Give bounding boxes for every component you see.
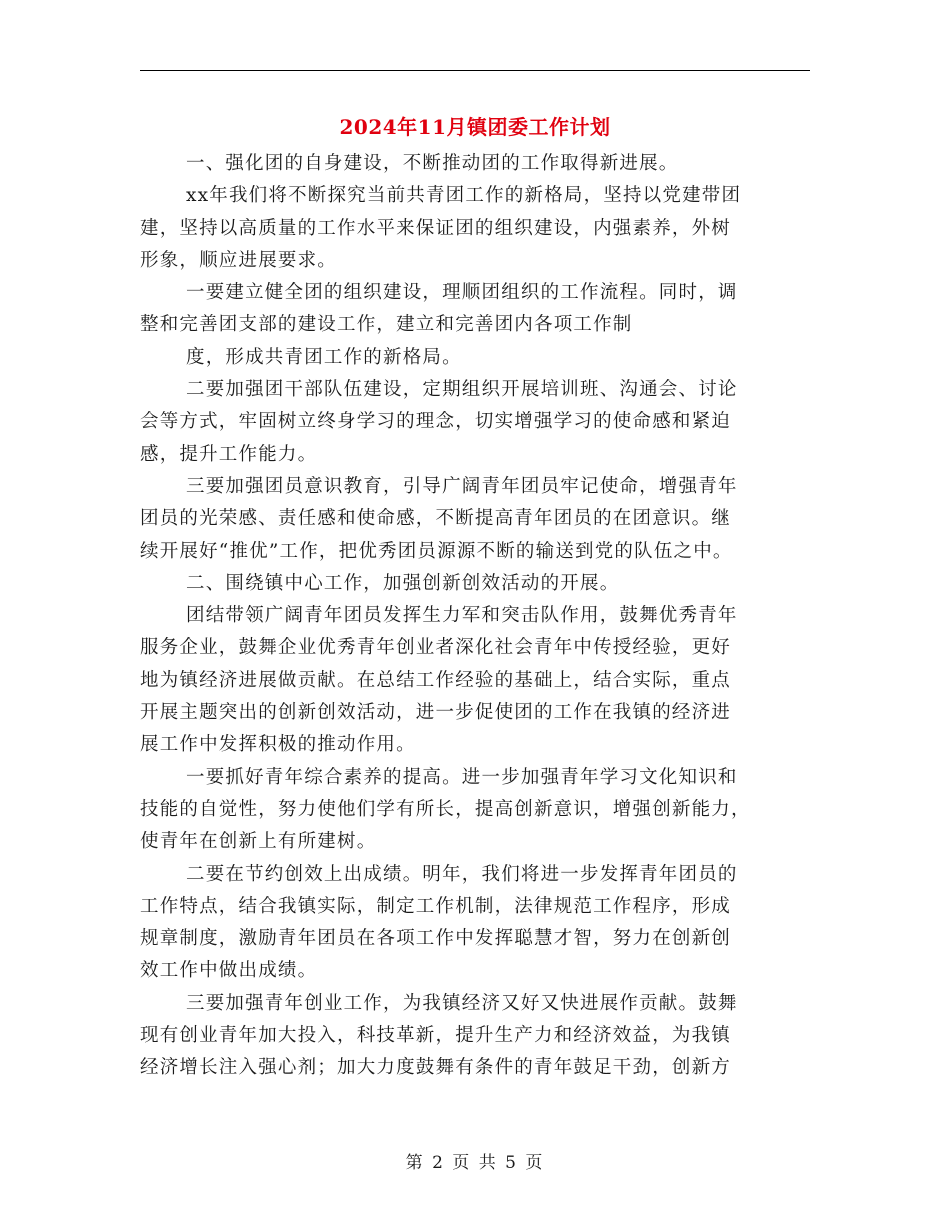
body-text-line: 现有创业青年加大投入，科技革新，提升生产力和经济效益，为我镇 <box>140 1025 732 1047</box>
body-text-line: 会等方式，牢固树立终身学习的理念，切实增强学习的使命感和紧迫 <box>140 411 732 433</box>
body-text-line: 团结带领广阔青年团员发挥生力军和突击队作用，鼓舞优秀青年 <box>186 605 738 627</box>
document-title: 2024年11月镇团委工作计划 <box>339 115 611 139</box>
body-text-line: 感，提升工作能力。 <box>140 443 318 465</box>
body-text-line: 三要加强团员意识教育，引导广阔青年团员牢记使命，增强青年 <box>186 475 738 497</box>
body-text-line: 展工作中发挥积极的推动作用。 <box>140 734 416 756</box>
body-text-line: 三要加强青年创业工作，为我镇经济又好又快进展作贡献。鼓舞 <box>186 992 738 1014</box>
body-text-line: 整和完善团支部的建设工作，建立和完善团内各项工作制 <box>140 314 633 336</box>
body-text-line: 续开展好“推优”工作，把优秀团员源源不断的输送到党的队伍之中。 <box>140 540 733 562</box>
body-text-line: 一要建立健全团的组织建设，理顺团组织的工作流程。同时，调 <box>186 282 738 304</box>
body-text-line: 技能的自觉性，努力使他们学有所长，提高创新意识，增强创新能力， <box>140 798 751 820</box>
body-text-line: 一要抓好青年综合素养的提高。进一步加强青年学习文化知识和 <box>186 766 738 788</box>
body-text-line: 二、围绕镇中心工作，加强创新创效活动的开展。 <box>186 572 620 594</box>
body-text-line: 效工作中做出成绩。 <box>140 960 318 982</box>
body-text-line: 二要加强团干部队伍建设，定期组织开展培训班、沟通会、讨论 <box>186 379 738 401</box>
body-text-line: 使青年在创新上有所建树。 <box>140 831 377 853</box>
header-rule <box>140 70 810 71</box>
body-text-line: 团员的光荣感、责任感和使命感，不断提高青年团员的在团意识。继 <box>140 508 732 530</box>
body-text-line: 度，形成共青团工作的新格局。 <box>186 346 462 368</box>
body-text-line: 工作特点，结合我镇实际，制定工作机制，法律规范工作程序，形成 <box>140 895 732 917</box>
document-body <box>140 148 812 1085</box>
body-text-line: 形象，顺应进展要求。 <box>140 249 338 271</box>
body-text-line: 规章制度，激励青年团员在各项工作中发挥聪慧才智，努力在创新创 <box>140 928 732 950</box>
body-text-line: 地为镇经济进展做贡献。在总结工作经验的基础上，结合实际，重点 <box>140 669 732 691</box>
body-text-line: 开展主题突出的创新创效活动，进一步促使团的工作在我镇的经济进 <box>140 702 732 724</box>
page-number: 第 2 页 共 5 页 <box>405 1153 545 1173</box>
body-text-line: 建，坚持以高质量的工作水平来保证团的组织建设，内强素养，外树 <box>140 217 732 239</box>
body-text-line: 一、强化团的自身建设，不断推动团的工作取得新进展。 <box>186 153 679 174</box>
body-text-line: 服务企业，鼓舞企业优秀青年创业者深化社会青年中传授经验，更好 <box>140 637 732 659</box>
body-text-line: xx年我们将不断探究当前共青团工作的新格局，坚持以党建带团 <box>186 185 742 207</box>
body-text-line: 经济增长注入强心剂；加大力度鼓舞有条件的青年鼓足干劲，创新方 <box>140 1057 732 1079</box>
body-text-line: 二要在节约创效上出成绩。明年，我们将进一步发挥青年团员的 <box>186 863 738 885</box>
